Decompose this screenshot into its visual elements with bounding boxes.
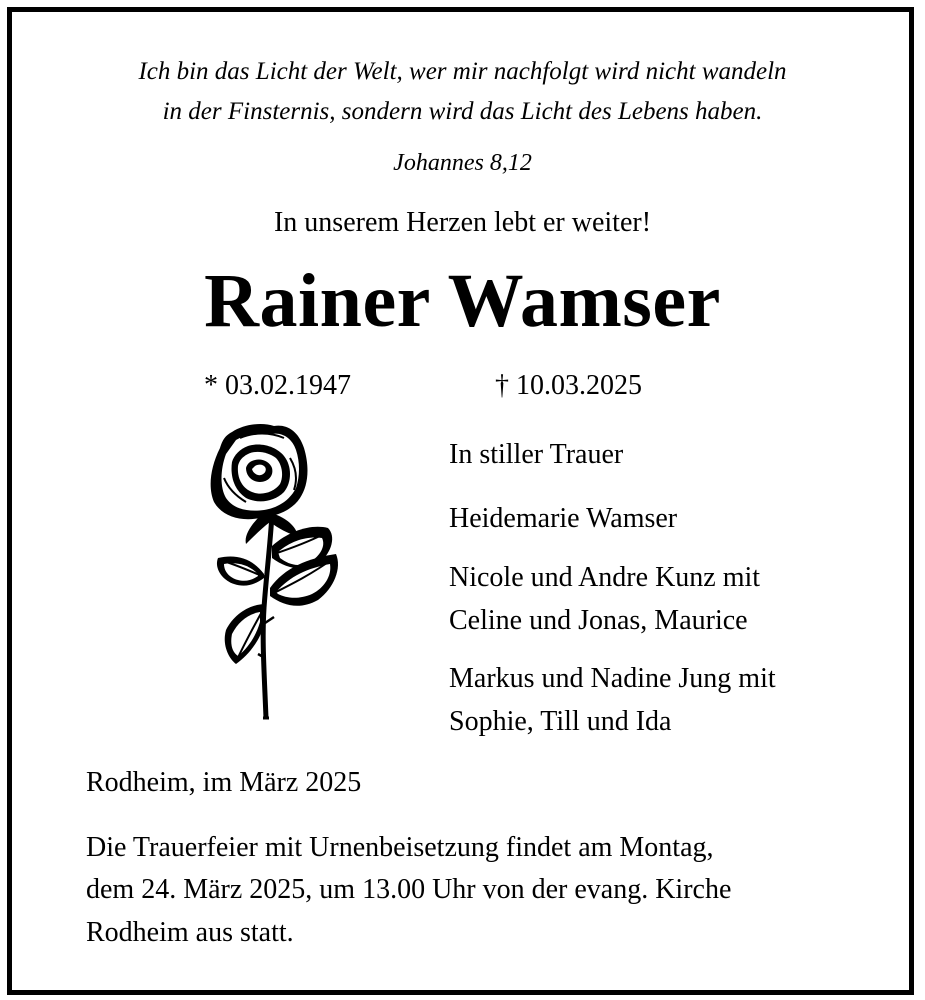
deceased-name: Rainer Wamser <box>204 259 721 343</box>
verse-line-2: in der Finsternis, sondern wird das Licht des Lebens haben. <box>162 98 763 125</box>
mourner-line: Nicole und Andre Kunz mit <box>449 562 761 593</box>
service-line-3: Rodheim aus statt. <box>86 917 294 948</box>
motto: In unserem Herzen lebt er weiter! <box>273 207 652 238</box>
service-line-1: Die Trauerfeier mit Urnenbeisetzung findet am Montag, <box>86 832 714 863</box>
rose-icon <box>200 418 360 728</box>
service-line-2: dem 24. März 2025, um 13.00 Uhr von der evang. Kirche <box>86 874 732 905</box>
mourner-line: Celine und Jonas, Maurice <box>449 605 748 636</box>
birth-date: * 03.02.1947 <box>204 370 351 401</box>
mourner-line: Heidemarie Wamser <box>449 503 678 534</box>
mourner-line: Markus und Nadine Jung mit <box>449 663 776 694</box>
verse-line-1: Ich bin das Licht der Welt, wer mir nachfolgt wird nicht wandeln <box>138 58 787 85</box>
mourners-intro: In stiller Trauer <box>449 439 624 470</box>
mourner-line: Sophie, Till und Ida <box>449 706 672 737</box>
verse-reference: Johannes 8,12 <box>393 150 532 176</box>
death-date: † 10.03.2025 <box>495 370 642 401</box>
place-date: Rodheim, im März 2025 <box>86 767 362 798</box>
